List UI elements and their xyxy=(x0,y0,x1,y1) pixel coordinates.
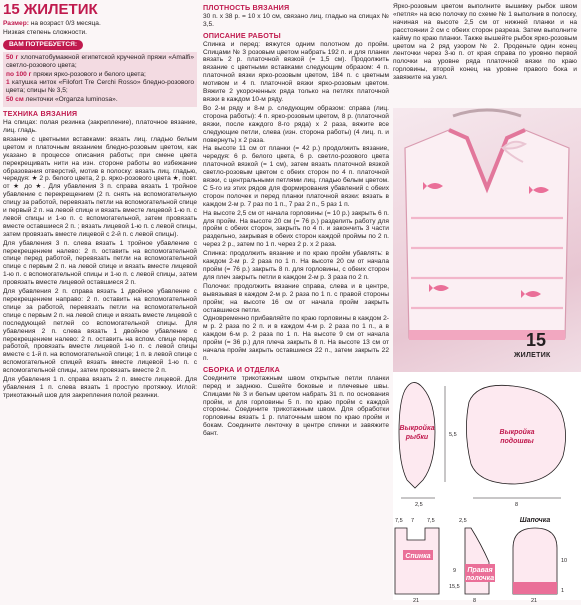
dim-d9: 10 xyxy=(561,558,568,564)
material-amount: 50 см xyxy=(6,96,24,104)
dim-d6: 15,5 xyxy=(449,584,460,590)
material-item xyxy=(6,96,194,104)
work-paragraph: Спинка и перед: вяжутся одним полотном до пройм. Спицами № 3 розовым цветом набрать 192 п. и для планки вязать 2 р. платочной вязкой (= 1,5 см). Продолжить вязание с цветными вставками следующим образом: 4 п. платочной вязки ярко-розовым цветом, 184 п. с цветным мотивом и 4 п. платочной вязки ярко-розовым цветом. Вяжите 2 укороченных ряда только на петлях платочной вязки в каждом 10-м ряду. xyxy=(203,40,389,103)
embroidery-text: Ярко-розовым цветом выполните вышивку рыбок швом «петля» на всю полочку по схеме № 1 выполнив в полоску, начиная на высоте 2,5 см от нижней планки и на расстоянии 2 см с обеих сторон разреза. Затем выполните кайму по краю планки. Также вышейте рыбок ярко-розовым цветом на 2 ряд узором № 2. Проденьте один конец ленточки через 3-ю п. от края справа по уровню первой полочки на уровне ряда платочной вязки по краю горловины, второй конец на уровне правого бока и завяжите на узел. xyxy=(393,3,577,82)
work-paragraph: Спинка: продолжить вязание и по краю пройм убавлять: в каждом 2-м р. 2 раза по 1 п. На высоте 20 см от начала пройм (= 76 р.) закрыть 8 п. для горловины, с обеих сторон для плеч закрыть петли в каждом 2-м р. 3 раза по 2 п. xyxy=(203,250,389,281)
technique-paragraph: Для убавления 3 п. слева вязать 1 тройное убавление с перекрещением налево: 2 п. оставить на вспомогательной спице перед работой, перевязать петли на вспомогательной спице с первым 2 п. на левой спице и вязать вместе лицевой 1-ю п. с вспомогательной спицы и 1-ю п. с левой спицы, затем провязать вместе лицевой оставшиеся 2 п. xyxy=(3,239,197,287)
fish-label-1: Выкройка xyxy=(399,425,435,432)
work-paragraph: Полочки: продолжить вязание справа, слева и в центре, вывязывая в каждом 2-м р. 2 раза по 1 п. с правой стороны пройм; на высоте 16 см от начала пройм закрыть оставшиеся петли. xyxy=(203,282,389,314)
materials-banner: ВАМ ПОТРЕБУЕТСЯ: xyxy=(3,40,83,50)
material-text: катушка ниток «Filofort Tre Cerchi Rosso» бледно-розового цвета; спицы № 3,5; xyxy=(6,79,194,95)
svg-text:подошвы xyxy=(500,437,534,445)
dim-d5: 9 xyxy=(453,568,457,574)
svg-text:Выкройка xyxy=(400,424,435,432)
material-item xyxy=(6,54,194,70)
assembly-text: Соедините трикотажным швом открытые петли планки перед и заднюю. Сшейте боковые и плечевые швы. Спицами № 3 и белым цветом набрать 31 п. по основания пройм, и для горловины 5 п. по краю пройм с каждой стороны. Соедините трикотажным швом. Для обработки горловины вязать 1 р. платочным швом по краю пройм и бокам. Соедините ленточку в центре спинки и завяжите бант. xyxy=(203,374,389,438)
dim-d8: 8 xyxy=(473,598,477,604)
assembly-heading: СБОРКА И ОТДЕЛКА xyxy=(203,364,281,374)
cap-band xyxy=(513,582,557,594)
size-line xyxy=(3,20,197,28)
column-left xyxy=(3,0,197,600)
front-label-1: Правая xyxy=(467,567,493,574)
pattern-title: ЖИЛЕТИК xyxy=(23,1,98,18)
product-photo xyxy=(393,108,581,372)
diagrams-svg xyxy=(393,372,581,604)
work-paragraph: Одновременно прибавляйте по краю горловины в каждом 2-м р. 2 раза по 2 п. и в каждом 4-м р. 2 раза по 1 п., а в каждом 6-м р. 2 раза по 1 п. На высоте 9 см от начала пройм (= 36 р.) для плеча закрыть 8 п. На высоте 13 см от начала пройм закрыть оставшиеся 22 п., затем закрыть 22 п. xyxy=(203,315,389,362)
column-middle xyxy=(203,0,389,600)
density-text: 30 п. x 38 р. = 10 x 10 см, связано лиц. гладью на спицах № 3,5. xyxy=(203,12,389,28)
back-pattern-shape xyxy=(395,528,439,594)
material-amount: по 100 г xyxy=(6,70,32,78)
dim-fish-h: 5,5 xyxy=(449,432,457,438)
sole-label-1: Выкройка xyxy=(499,429,535,436)
dim-d10: 21 xyxy=(531,598,538,604)
column-right-text xyxy=(393,0,577,106)
svg-text:рыбки xyxy=(405,433,429,441)
dim-d3: 7,5 xyxy=(427,518,435,524)
material-text: пряжи ярко-розового и белого цвета; xyxy=(31,70,146,78)
fish-label-2: рыбки xyxy=(405,434,429,441)
photo-number: 15 xyxy=(526,330,547,350)
size-value: на возраст 0/3 месяца. xyxy=(28,20,101,27)
dim-fish-w: 2,5 xyxy=(415,502,423,508)
technique-paragraph: вязание с цветными вставками: вязать лиц. гладью белым цветом и платочным вязанием бледно-розовым цветом, как указано в процессе описания работы; при смене цвета перекрещивать нити на изн. стороне работы во избежание образования отверстий, мотив в полоску: вязать лиц. гладью, чередуя: ★ 2 р. белого цвета, 2 р. ярко-розового цвета ★, повт. от ★ до ★. Для убавления 3 п. справа вязать 1 тройное убавление с перекрещением (2 п. снять на вспомогательную спицу за работой, перевязать петли на вспомогательной спице и первый 2 п. на левой спице и вязать вместе лицевой 1-ю п. с левой спицы и 1-ю п. с вспомогательной, затем провязать вместе оставшиеся 2 п. ; вязать лицевой 1-ю п. с левой спицы, затем провязать вместе лицевой с 2-й п. с левой спицы). xyxy=(3,135,197,238)
svg-text:Выкройка xyxy=(500,428,535,436)
pattern-number: 15 xyxy=(3,1,20,18)
dim-d1: 7,5 xyxy=(395,518,403,524)
difficulty-line: Низкая степень сложности. xyxy=(3,28,87,36)
photo-caption: ЖИЛЕТИК xyxy=(514,352,551,359)
size-label: Размер: xyxy=(3,20,29,27)
pattern-diagrams xyxy=(393,372,581,604)
front-label-2: полочка xyxy=(465,575,495,582)
cap-label: Шапочка xyxy=(519,517,551,524)
technique-paragraph: Для убавления 1 п. справа вязать 2 п. вместе лицевой. Для убавления 1 п. слева вязать 1 простую протяжку. Иглой: трикотажный шов для закрепления полой резинки. xyxy=(3,376,197,399)
material-item xyxy=(6,71,194,79)
work-paragraph: Во 2-м ряду и 8-м р. следующим образом: справа (лиц. сторона работы): 4 п. ярко-розовым цветом, 8 р. (платочной вязки, после каждого 8-го ряда) х 2 раза, вяжите все следующие петли, слева (изн. сторона работы) (4 лиц. п. и повернуть) х 2 раза. xyxy=(203,104,389,144)
dim-d11: 1 xyxy=(561,588,565,594)
material-text: ленточки «Organza luminosa». xyxy=(23,96,118,104)
dim-sole-w: 8 xyxy=(515,502,519,508)
sole-label-2: подошвы xyxy=(500,438,534,445)
technique-paragraph: На спицах: полая резинка (закрепление), платочное вязание, лиц. гладь. xyxy=(3,119,197,134)
material-amount: 1 xyxy=(6,79,10,87)
dim-d7: 21 xyxy=(413,598,420,604)
back-label: Спинка xyxy=(405,553,431,560)
work-paragraph: На высоте 2,5 см от начала горловины (= 10 р.) закрыть 6 п. для пройм. На высоте 20 см (= 76 р.) разделить работу для пройм с обеих сторон, закрыть по 4 п. и закончить 3 части раздельно, закрывая в обеих сторон каждой проймы по 2 п. через 2 р., затем по 1 п. через 2 р. х 2 раза. xyxy=(203,209,389,249)
material-item xyxy=(6,79,194,95)
material-text: хлопчатобумажной египетской крученой пряжи «Amalfi» светло-розового цвета; xyxy=(6,53,194,69)
page-title xyxy=(3,1,197,18)
material-amount: 50 г xyxy=(6,53,19,61)
vest-illustration xyxy=(393,108,581,372)
work-heading: ОПИСАНИЕ РАБОТЫ xyxy=(203,30,281,40)
work-paragraph: На высоте 11 см от планки (= 42 р.) продолжить вязание, чередуя: 6 р. белого цвета, 6 р. светло-розового цвета платочной вязкой (= 1 см), затем вязать платочной вязкой светло-розовым цветом с обеих сторон по 4 п. платочной вязки, с центральными петлями лиц. гладью белым цветом. С 5-го из этих рядов для формирования убавлений с обеих сторон полочек и перед планки платочной вязки: вязать в каждом 2-м р. 7 раз по 1 п., 7 раз 2 п., 5 раз 1 п. xyxy=(203,145,389,208)
materials-box xyxy=(3,52,197,107)
dim-d4: 2,5 xyxy=(459,518,467,524)
front-pattern-shape xyxy=(465,528,489,594)
density-heading: ПЛОТНОСТЬ ВЯЗАНИЯ xyxy=(203,3,290,12)
technique-heading: ТЕХНИКА ВЯЗАНИЯ xyxy=(3,109,78,119)
technique-paragraph: Для убавления 2 п. справа вязать 1 двойное убавление с перекрещением направо: 2 п. оставить на вспомогательной спице за работой, перевязать петли на вспомогательной спице с первым 2 п. на левой спице и вязать вместе лицевой с последующей петлей со вспомогательной спицы. Для убавления 2 п. слева вязать 1 двойное убавление с перекрещением налево: 2 п. оставить на вспом. спице перед работой, провязать вместе лицевой 1-ю п. с левой спицы вместе с 1-й п. на вспомогательной спице; 1 п. в левой спице с вспомогательной спицей вязать вместе лицевой 1-ю п. с вспомогательной спицы, затем провязать вместе 2 п. xyxy=(3,288,197,375)
dim-d2: 7 xyxy=(411,518,415,524)
